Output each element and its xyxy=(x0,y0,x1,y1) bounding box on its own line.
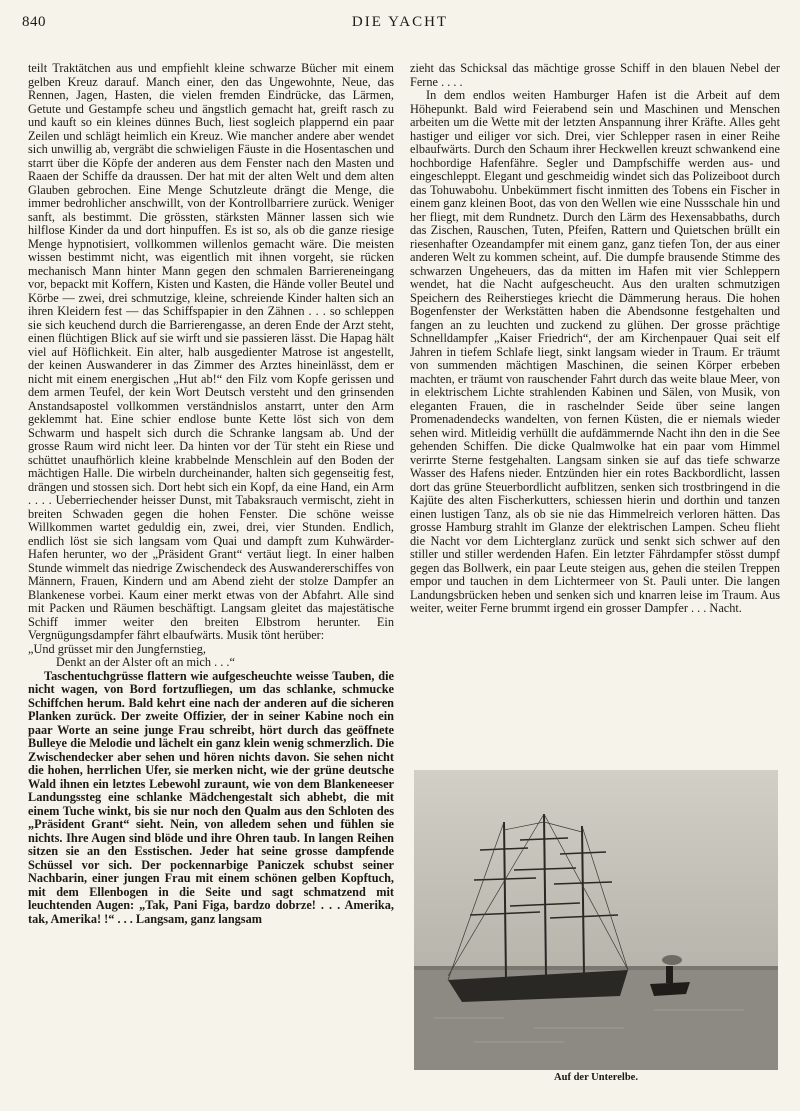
page-number: 840 xyxy=(22,14,46,30)
left-paragraph-1: teilt Traktätchen aus und empfiehlt kleine schwarze Bücher mit einem gelben Kreuz darauf. Manch einer, den das Ungewohnte, Neue, das Rennen, Jagen, Hasten, die vielen fremden Eindrücke, das Lärmen, Getute und Gestampfe scheu und ängstlich gemacht hat, greift rasch zu und kauft so ein kleines dünnes Buch, liest sogleich plappernd ein paar Zeilen und schlägt heimlich ein Kreuz. Wie mancher andere aber wendet sich unwillig ab, vergräbt die schwieligen Fäuste in die Hosentaschen und starrt über die Köpfe der anderen aus dem Fenster nach den Masten und Raaen der Schiffe da draussen. Der hat mit der alten Welt und dem alten Glauben gebrochen. Eine Menge Schutzleute drängt die Menge, die immer bedrohlicher anschwillt, von der Kontrollbarriere zurück. Weniger sanft, als bestimmt. Die grössten, stärksten Männer lassen sich wie hilflose Kinder da und dort hinpuffen. Es ist so, als ob die ganze riesige Menge hypnotisiert, vollkommen willenlos gemacht wäre. Die meisten wissen bestimmt nicht, was eigentlich mit ihnen vorgeht, sie rücken mechanisch Mann hinter Mann gegen den schmalen Barriereneingang vor, bepackt mit Koffern, Kisten und Kasten, die Hände voller Beutel und Körbe — zwei, drei schmutzige, kleine, schreiende Kinder halten sich an ihren Kleidern fest — das Schiffspapier in den Zähnen . . . so schleppen sie sich keuchend durch die Barrierengasse, an deren Ende der Arzt steht, einen flüchtigen Blick auf sie wirft und sie passieren lässt. Die Hapag hält viel auf Höflichkeit. Ein alter, halb ausgedienter Matrose ist angestellt, der keinen Auswanderer in das Zimmer des Arztes hineinlässt, dem er nicht mit einem energischen „Hut ab!“ den Filz vom Kopfe gerissen und dem armen Teufel, der kein Wort Deutsch versteht und den grinsenden Anstandsapostel vollkommen verständnislos anstarrt, unter den Arm geklemmt hat. Eine schier endlose bunte Kette löst sich von dem Schwarm und haspelt sich durch die Schranke langsam ab. Und der grosse Raum wird nicht leer. Da hinten vor der Tür steht ein Riese und schüttet unaufhörlich kleine krabbelnde Menschlein auf den Boden der mächtigen Halle. Die wirbeln durcheinander, halten sich gegenseitig fest, drängen und stossen sich. Dort hebt sich ein Kopf, da eine Hand, ein Arm . . . . Ueberriechender heisser Dunst, mit Tabaksrauch vermischt, zieht in breiten Schwaden gegen die hohen Fenster. Die schöne weisse Willkommen wartet geduldig ein, zwei, drei, vier Stunden. Endlich, endlich löst sie sich langsam vom Quai und dampft zum Kuhwärder-Hafen herunter, wo der „Präsident Grant“ vertäut liegt. In einer halben Stunde wimmelt das niedrige Zwischendeck des Auswandererschiffes von Männern, Frauen, Kindern und am Abend zieht der stolze Dampfer an Blankenese vorbei. Kaum einer merkt etwas von der Abfahrt. Alle sind mit Packen und Räumen beschäftigt. Langsam gleitet das majestätische Schiff immer weiter den breiten Elbstrom herunter. Ein Vergnügungsdampfer fährt elbaufwärts. Musik tönt herüber: xyxy=(28,62,394,642)
right-column xyxy=(410,62,780,752)
right-paragraph-2: In dem endlos weiten Hamburger Hafen ist die Arbeit auf dem Höhepunkt. Bald wird Feierabend sein und Maschinen und Menschen arbeiten um die Wette mit der letzten Anspannung ihrer Kräfte. Alles geht hastiger und eiliger vor sich. Drei, vier Schlepper rasen in einer Reihe elbaufwärts. Durch den Schaum ihrer Heckwellen kreuzt schwankend eine hochbordige Hafenfähre. Segler und Dampfschiffe werden aus- und eingeschleppt. Elegant und geschmeidig windet sich das Polizeiboot durch das Tohuwabohu. Unbekümmert fischt inmitten des Tobens ein Fischer in einem ganz kleinen Boot, das von den Wellen wie eine Nussschale hin und her fliegt, mit dem Rundnetz. Durch den Lärm des Hexensabbaths, durch das Zischen, Rauschen, Tuten, Pfeifen, Rattern und Quietschen brüllt ein riesenhafter Ozeandampfer mit einem ganz, ganz tiefen Ton, der aus einer anderen Welt zu kommen scheint, auf. Die dumpfe brausende Stimme des schwarzen Ungeheuers, das da mitten im Hafen mit vier Schleppern wendet, hat die Nacht aufgescheucht. Aus den uralten schmutzigen Speichern des Reiherstieges kriecht die Dämmerung heraus. Die hohen Bogenfenster der Werkstätten haben die Abendsonne festgehalten und fangen an zu leuchten und zuckend zu glühen. Der grosse prächtige Schnelldampfer „Kaiser Friedrich“, der am Kirchenpauer Quai seit elf Jahren in tiefem Schlafe liegt, sinkt langsam wieder in Traum. Er träumt von summenden mächtigen Maschinen, die seinen Körper erbeben machten, er träumt von rauschender Fahrt durch das weite blaue Meer, von in elektrischem Lichte strahlenden Kabinen und Sälen, von Musik, von eleganten Frauen, die in raschelnder Seide über seine langen Promenadendecks wandelten, von fernen Küsten, die er niemals wieder sehen wird. Mitleidig verhüllt die aufdämmernde Nacht ihn den in die See gehenden Schiffen. Die dicke Qualmwolke hat ein paar vom Himmel verirrte Sterne festgehalten. Langsam sinken sie auf das tiefe schwarze Wasser des Hafens nieder. Entzünden hier ein rotes Backbordlicht, lassen dort das grüne Steuerbordlicht aufblitzen, senken sich trostbringend in die Kajüte des alten Fischerkutters, schiessen hierin und dorthin und tanzen einen lustigen Tanz, als ob sie nie das Himmelreich verloren hätten. Das grosse Hamburg strahlt im Glanze der elektrischen Lampen. Scheu flieht die Nacht vor dem Lichterglanz zurück und senkt sich schwer auf den stiller und stiller werdenden Hafen. Ein letzter Fährdampfer stösst dumpf gegen das Bollwerk, ein paar Leute steigen aus, gehen die steilen Treppen empor und tauchen in dem Lichtermeer von St. Pauli unter. Die langen Landungsbrücken heben und senken sich und knarren leise im Traum. Aus weiter, weiter Ferne brummt irgend ein grosser Dampfer . . . Nacht. xyxy=(410,88,780,615)
left-paragraph-2: Taschentuchgrüsse flattern wie aufgescheuchte weisse Tauben, die nicht wagen, von Bord fortzufliegen, um das schlanke, schmucke Schiffchen herum. Bald kehrt eine nach der anderen auf die sicheren Planken zurück. Der zweite Offizier, der in seiner Kabine noch ein paar Worte an seine junge Frau schreibt, hört durch das geöffnete Bulleye die Melodie und lächelt ein ganz klein wenig schmerzlich. Die Zwischendecker aber sehen und hören nichts davon. Sie sehen nicht die hohen, herrlichen Ufer, sie merken nicht, wie der grüne deutsche Wald ihnen ein letztes Lebewohl zuraunt, wie von dem Blankeneeser Landungssteg eine schlanke Mädchengestalt sich abhebt, die mit einem Tuche winkt, bis sie nur noch den Qualm aus den Schloten des „Präsident Grant“ sieht. Nein, von alledem sehen und fühlen sie nichts. Ihre Augen sind blöde und ihre Ohren taub. In langen Reihen sitzen sie an den Esstischen. Jeder hat seine grosse dampfende Schüssel vor sich. Der pockennarbige Paniczek schubst seiner Nachbarin, einer jungen Frau mit einem schönen gelben Kopftuch, mit dem Ellenbogen in die Seite und sagt schmatzend mit leuchtenden Augen: „Tak, Pani Figa, bardzo dobrze! . . . Amerika, tak, Amerika! !“ . . . Langsam, ganz langsam xyxy=(28,668,394,926)
page-header xyxy=(0,0,800,44)
running-title: DIE YACHT xyxy=(351,14,449,30)
verse-line-1: „Und grüsset mir den Jungfernstieg, xyxy=(28,641,206,656)
figure xyxy=(414,770,778,1090)
figure-caption: Auf der Unterelbe. xyxy=(554,1072,638,1083)
left-column xyxy=(28,62,394,1106)
right-paragraph-1: zieht das Schicksal das mächtige grosse Schiff in den blauen Nebel der Ferne . . . . xyxy=(410,62,780,89)
verse-line-2: Denkt an der Alster oft an mich . . .“ xyxy=(56,655,235,669)
sailing-ship-photo xyxy=(414,770,778,1070)
